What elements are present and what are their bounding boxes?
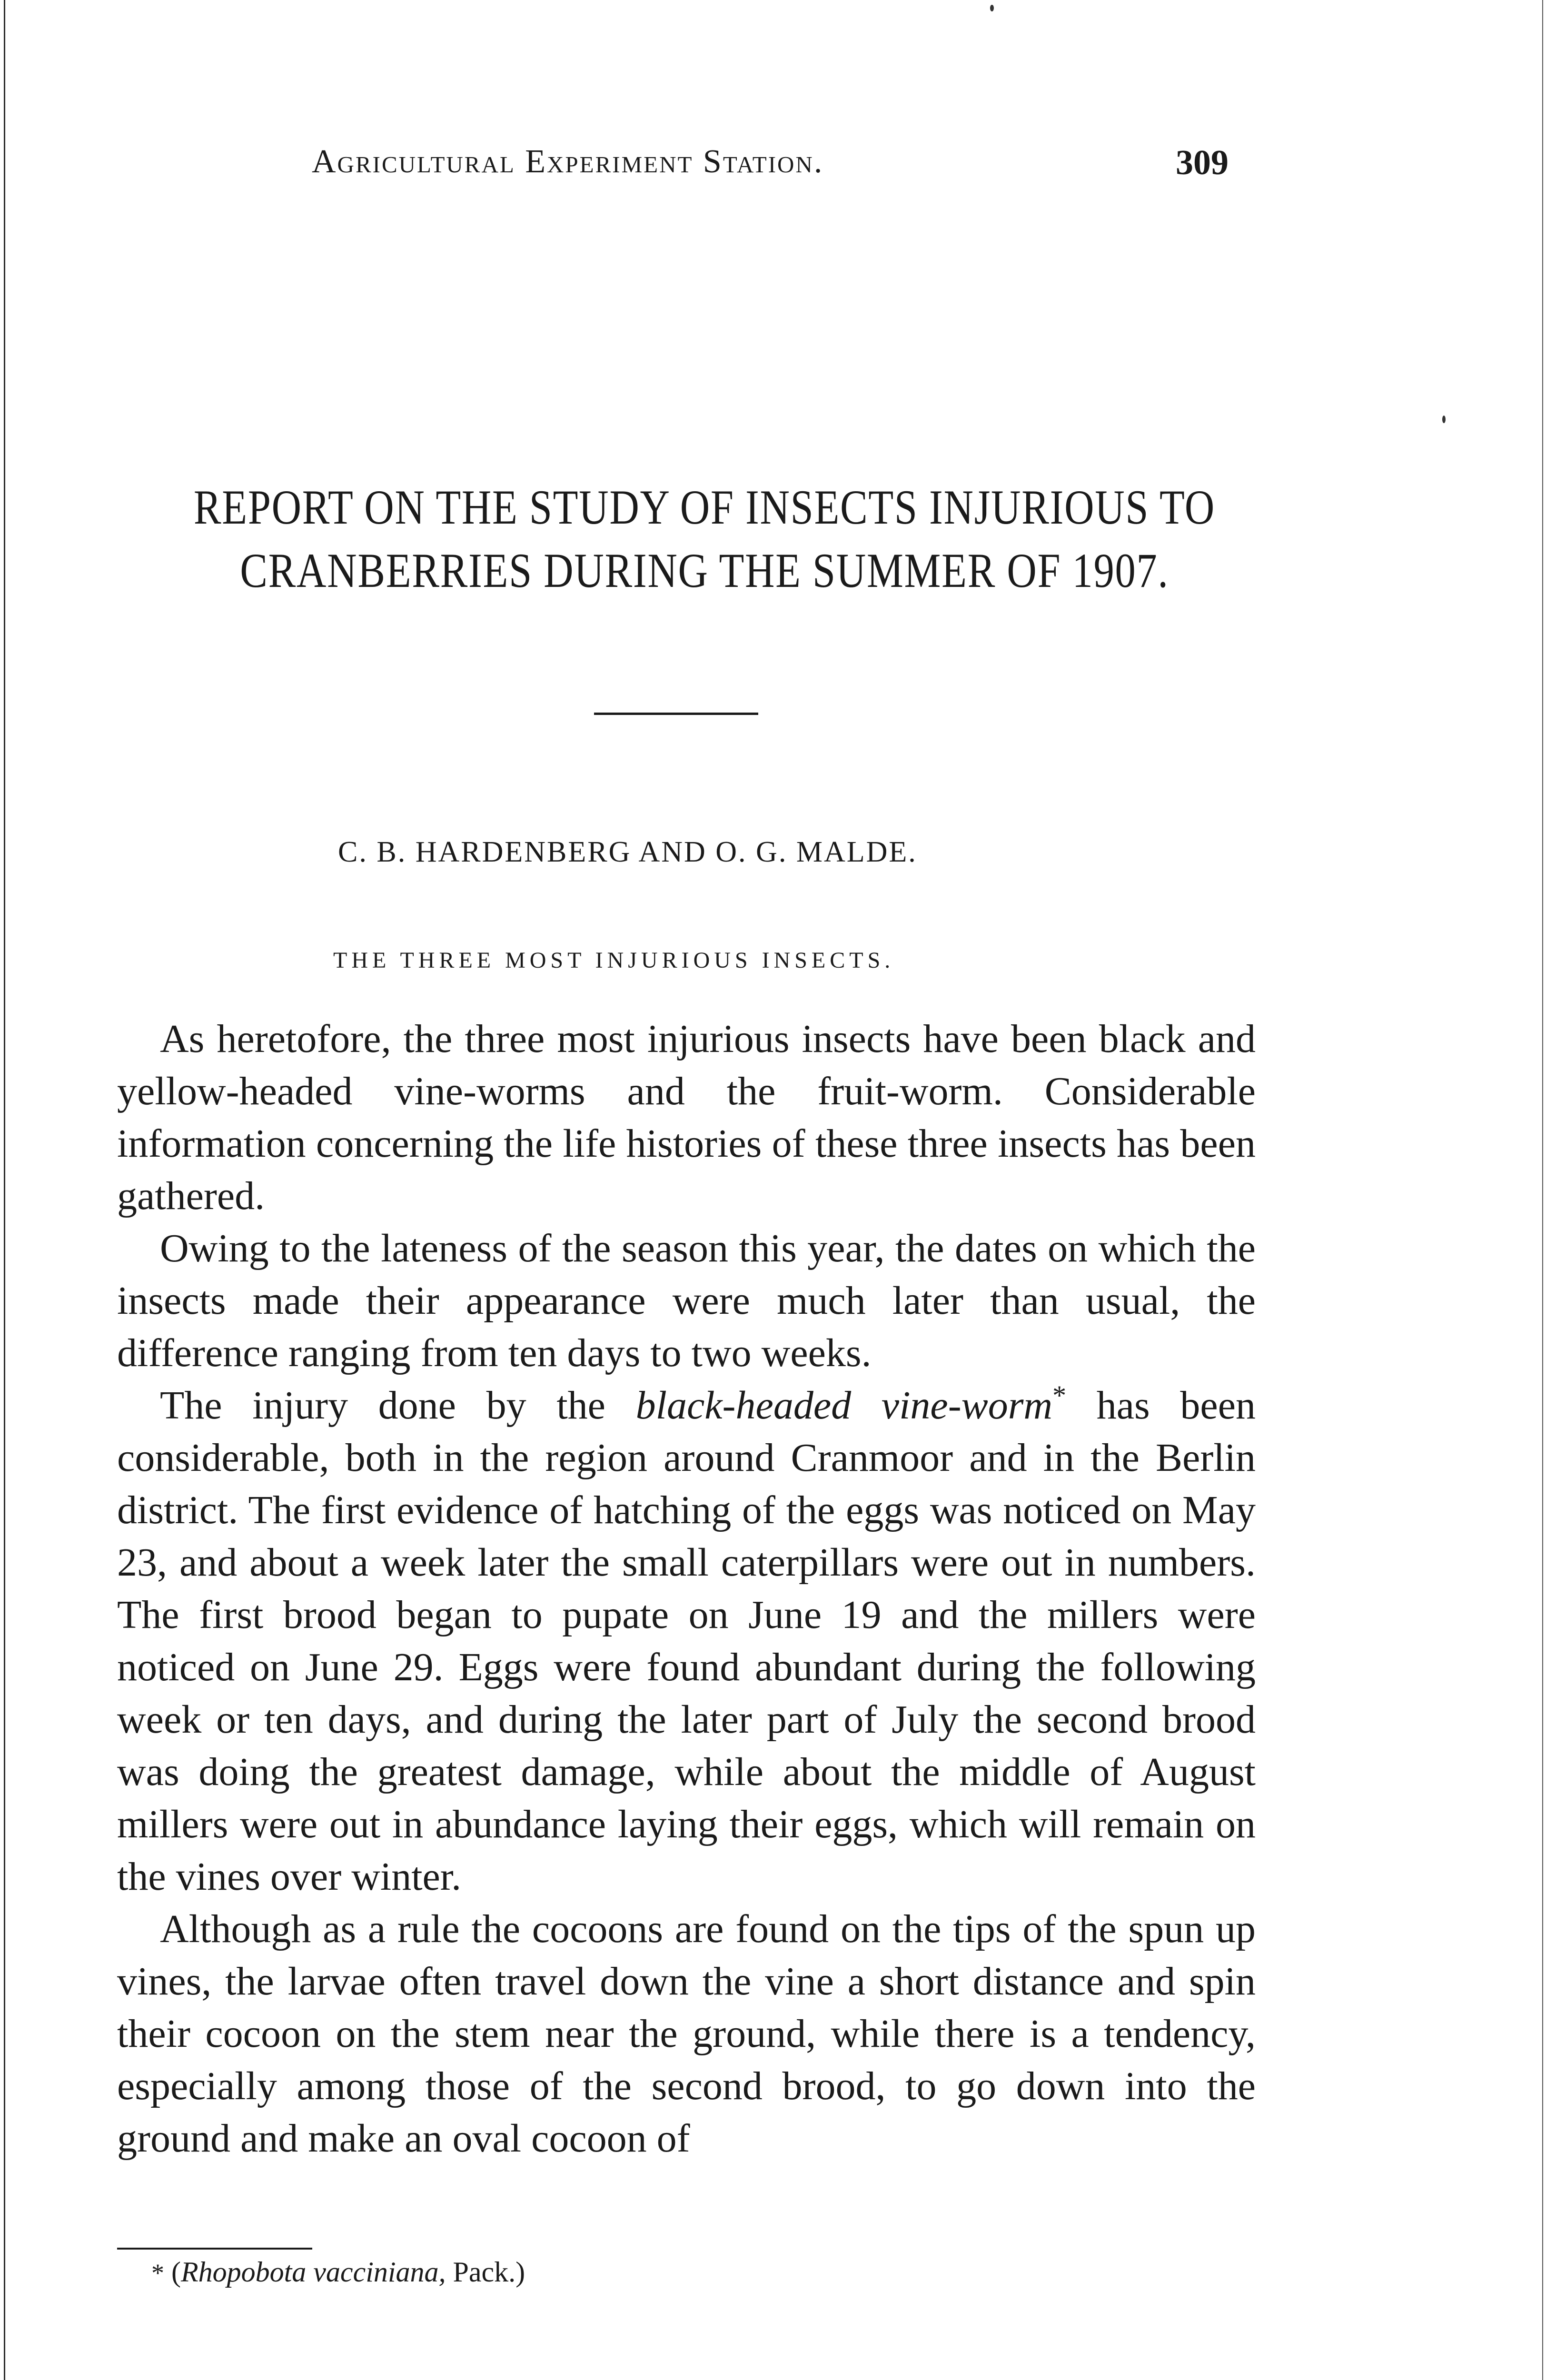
footnote-rule [117, 2248, 312, 2250]
title-line-2: CRANBERRIES DURING THE SUMMER OF 1907. [240, 544, 1169, 598]
paragraph-3-rest: has been considerable, both in the region around Cranmoor and in the Berlin district. The first evidence of hatching of the eggs was noticed on May 23, and about a week later the small caterpillars were out in numbers. The first brood began to pupate on June 19 and the millers were noticed on June 29. Eggs were found abundant during the following week or ten days, and during the later part of July the second brood was doing the greatest damage, while about the middle of August millers were out in abundance laying their eggs, which will remain on the vines over winter. [117, 1383, 1256, 1899]
authors: C. B. HARDENBERG AND O. G. MALDE. [338, 836, 917, 868]
body-text [117, 1013, 1256, 2165]
paragraph-1: As heretofore, the three most injurious insects have been black and yellow-headed vine-worms and the fruit-worm. Considerable information concerning the life histories of these three insects has been gathered. [117, 1017, 1256, 1218]
scan-edge-left [4, 0, 5, 2380]
footnote-open-paren: ( [171, 2256, 181, 2288]
section-heading: THE THREE MOST INJURIOUS INSECTS. [333, 948, 895, 973]
paragraph-4: Although as a rule the cocoons are found on the tips of the spun up vines, the larvae often travel down the vine a short distance and spin their cocoon on the stem near the ground, while there is a tendency, especially among those of the second brood, to go down into the ground and make an oval cocoon of [117, 1907, 1256, 2161]
page-number: 309 [1176, 143, 1229, 182]
running-head: Agricultural Experiment Station. [312, 143, 824, 180]
scan-edge-right [1542, 0, 1543, 2380]
black-headed-vine-worm-term: black-headed vine-worm [635, 1383, 1053, 1428]
paragraph-3 [117, 1379, 1256, 1903]
footnote-reference: * [1052, 1380, 1067, 1411]
scan-speck [1442, 416, 1446, 423]
title-line-1: REPORT ON THE STUDY OF INSECTS INJURIOUS TO [193, 480, 1216, 535]
scan-speck [990, 5, 994, 11]
footnote-authority: Pack.) [446, 2256, 525, 2288]
paragraph-2: Owing to the lateness of the season this year, the dates on which the insects made their appearance were much later than usual, the difference ranging from ten days to two weeks. [117, 1226, 1256, 1375]
title-rule [594, 713, 758, 715]
paragraph-3-start: The injury done by the [160, 1383, 636, 1428]
footnote [151, 2253, 818, 2292]
footnote-species: Rhopobota vacciniana, [180, 2256, 446, 2288]
report-title [193, 476, 1216, 603]
footnote-mark: * [151, 2259, 164, 2287]
